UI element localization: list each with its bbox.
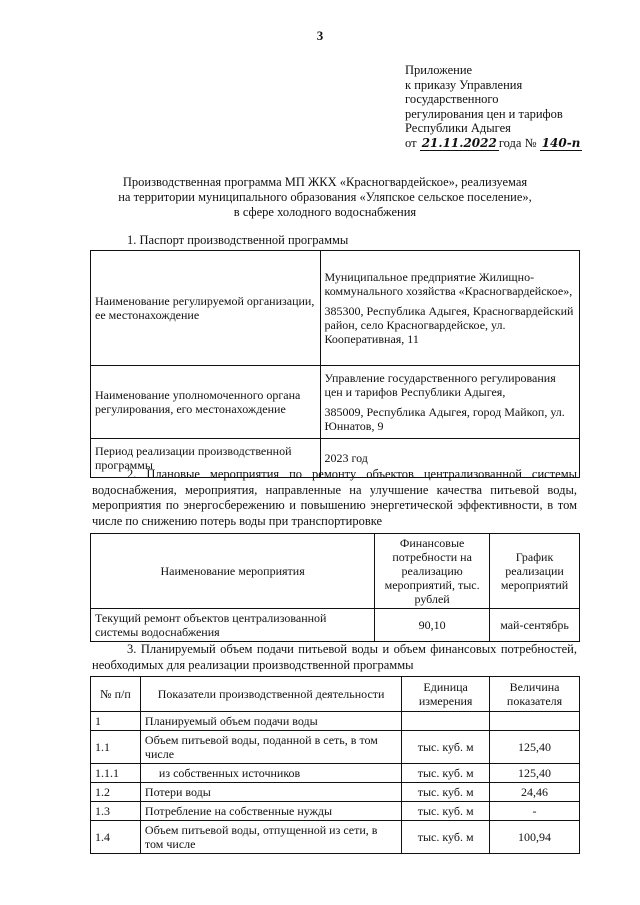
indicator-value: 24,46 [490, 783, 580, 802]
indicators-table [90, 676, 580, 854]
appendix-date-line [405, 136, 582, 151]
appendix-line: регулирования цен и тарифов [405, 106, 563, 121]
appendix-line: Республики Адыгея [405, 121, 511, 135]
row-number: 1.2 [91, 783, 141, 802]
title-line: Производственная программа МП ЖКХ «Красногвардейское», реализуемая [122, 175, 528, 189]
table-header-row [91, 677, 580, 712]
indicator-unit [402, 712, 490, 731]
year-label: года № [498, 135, 537, 150]
column-header: График реализации мероприятий [490, 534, 580, 609]
section1-heading: 1. Паспорт производственной программы [127, 233, 349, 247]
handwritten-date: 21.11.2022 [421, 135, 497, 150]
indicator-value: 125,40 [490, 731, 580, 764]
column-header: Единица измерения [402, 677, 490, 712]
table-row [91, 366, 580, 439]
passport-value: 2023 год [320, 439, 579, 478]
passport-label: Период реализации производственной программы [91, 439, 321, 478]
indicator-unit: тыс. куб. м [402, 802, 490, 821]
passport-value: Управление государственного регулирования цен и тарифов Республики Адыгея, 385009, Республика Адыгея, город Майкоп, ул. Юннатов, 9 [320, 366, 579, 439]
indicator-unit: тыс. куб. м [402, 731, 490, 764]
column-header: № п/п [91, 677, 141, 712]
table-row [91, 802, 580, 821]
measure-name: Текущий ремонт объектов централизованной системы водоснабжения [91, 609, 375, 642]
column-header: Величина показателя [490, 677, 580, 712]
passport-label: Наименование регулируемой организации, ее местонахождение [91, 251, 321, 366]
passport-label: Наименование уполномоченного органа регулирования, его местонахождение [91, 366, 321, 439]
table-row [91, 731, 580, 764]
page-number: 3 [316, 28, 324, 43]
row-number: 1.1.1 [91, 764, 141, 783]
program-title [60, 175, 590, 220]
indicator-value: 100,94 [490, 821, 580, 854]
row-number: 1.4 [91, 821, 141, 854]
passport-value: Муниципальное предприятие Жилищно-коммунального хозяйства «Красногвардейское», 385300, Республика Адыгея, Красногвардейский район, село Красногвардейское, ул. Кооперативная, 11 [320, 251, 579, 366]
indicator-name: из собственных источников [140, 764, 401, 783]
section3-text: 3. Планируемый объем подачи питьевой воды и объем финансовых потребностей, необходимых для реализации производственной программы [92, 642, 577, 672]
title-line: на территории муниципального образования «Уляпское сельское поселение», [118, 190, 532, 204]
table-row [91, 821, 580, 854]
row-number: 1 [91, 712, 141, 731]
indicator-value [490, 712, 580, 731]
measure-schedule: май-сентябрь [490, 609, 580, 642]
indicator-value: 125,40 [490, 764, 580, 783]
handwritten-number: 140-п [541, 135, 581, 150]
table-header-row [91, 534, 580, 609]
title-line: в сфере холодного водоснабжения [233, 205, 417, 219]
appendix-line: государственного [405, 92, 499, 106]
passport-table [90, 250, 580, 478]
table-row [91, 764, 580, 783]
row-number: 1.1 [91, 731, 141, 764]
measures-table [90, 533, 580, 642]
table-row [91, 712, 580, 731]
indicator-name: Объем питьевой воды, поданной в сеть, в том числе [140, 731, 401, 764]
indicator-name: Потребление на собственные нужды [140, 802, 401, 821]
column-header: Финансовые потребности на реализацию мероприятий, тыс. рублей [375, 534, 490, 609]
appendix-line: к приказу Управления [405, 77, 523, 92]
table-row [91, 609, 580, 642]
indicator-name: Потери воды [140, 783, 401, 802]
column-header: Показатели производственной деятельности [140, 677, 401, 712]
column-header: Наименование мероприятия [91, 534, 375, 609]
indicator-value: - [490, 802, 580, 821]
date-prefix: от [405, 135, 417, 150]
table-row [91, 251, 580, 366]
section2-text: 2. Плановые мероприятия по ремонту объектов централизованной системы водоснабжения, мероприятия, направленные на улучшение качества питьевой воды, мероприятия по энергосбережению и повышению энергетической эффективности, в том числе по снижению потерь воды при транспортировке [92, 467, 577, 528]
indicator-unit: тыс. куб. м [402, 783, 490, 802]
indicator-name: Планируемый объем подачи воды [140, 712, 401, 731]
indicator-unit: тыс. куб. м [402, 764, 490, 783]
measure-amount: 90,10 [375, 609, 490, 642]
indicator-name: Объем питьевой воды, отпущенной из сети, в том числе [140, 821, 401, 854]
row-number: 1.3 [91, 802, 141, 821]
appendix-line: Приложение [405, 63, 473, 77]
indicator-unit: тыс. куб. м [402, 821, 490, 854]
appendix-block [405, 63, 582, 150]
table-row [91, 783, 580, 802]
